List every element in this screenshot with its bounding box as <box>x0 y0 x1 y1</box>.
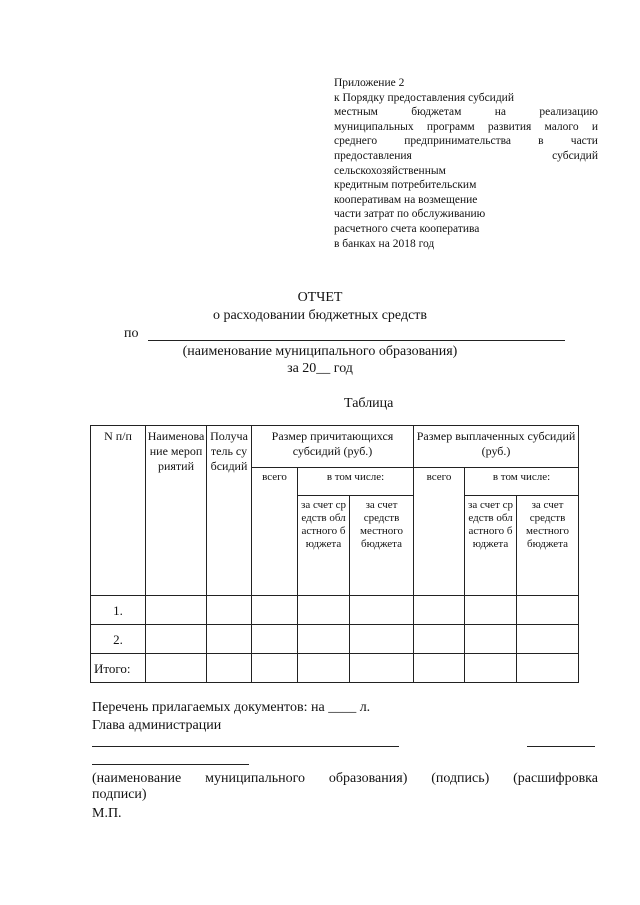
table-cell <box>207 625 252 654</box>
table-cell <box>350 596 414 625</box>
seal-place: М.П. <box>92 806 122 821</box>
appendix-line: кредитным потребительским <box>334 179 477 192</box>
appendix-line: сельскохозяйственным <box>334 164 446 177</box>
table-cell <box>517 596 579 625</box>
appendix-line: расчетного счета кооператива <box>334 222 480 235</box>
table-cell <box>517 625 579 654</box>
table-cell <box>350 654 414 683</box>
col-header-due-local: за счет средств местного бюджета <box>350 496 414 596</box>
table-cell <box>414 596 465 625</box>
table-row-total <box>91 654 579 683</box>
table-cell <box>207 596 252 625</box>
table-cell <box>298 596 350 625</box>
col-group-paid: Размер выплаченных субсидий (руб.) <box>414 426 579 468</box>
table-row <box>91 596 579 625</box>
report-table <box>90 425 579 683</box>
appendix-line: кооперативам на возмещение <box>334 193 478 206</box>
table-cell <box>465 654 517 683</box>
table-cell <box>298 654 350 683</box>
caption-word: (расшифровка <box>513 771 598 786</box>
appendix-block <box>334 76 598 251</box>
appendix-line-justified: муниципальных программ развития малого и <box>334 120 598 133</box>
report-subtitle: о расходовании бюджетных средств <box>212 308 428 323</box>
table-cell <box>298 625 350 654</box>
appendix-line-justified: предоставления субсидий <box>334 149 598 162</box>
signature-line <box>92 764 249 765</box>
appendix-line: в банках на 2018 год <box>334 237 435 250</box>
col-header-due-regional: за счет средств областного бюджета <box>298 496 350 596</box>
col-header-paid-total: всего <box>414 468 465 596</box>
total-label: Итого: <box>91 654 146 683</box>
col-header-due-total: всего <box>252 468 298 596</box>
col-header-paid-local: за счет средств местного бюджета <box>517 496 579 596</box>
municipality-fill-line <box>148 340 565 341</box>
appendix-line-justified: среднего предпринимательства в части <box>334 135 598 148</box>
caption-word: (наименование <box>92 771 182 786</box>
table-cell <box>146 625 207 654</box>
appendix-line-justified: местным бюджетам на реализацию <box>334 106 598 119</box>
row-number: 1. <box>91 596 146 625</box>
col-header-np: N п/п <box>91 426 146 596</box>
table-cell <box>252 625 298 654</box>
col-header-due-including: в том числе: <box>298 468 414 496</box>
decryption-line <box>527 746 595 747</box>
table-cell <box>146 596 207 625</box>
table-cell <box>517 654 579 683</box>
caption-word: образования) <box>328 771 408 786</box>
table-cell <box>146 654 207 683</box>
table-cell <box>252 596 298 625</box>
appendix-line: части затрат по обслуживанию <box>334 208 486 221</box>
table-row <box>91 625 579 654</box>
report-year: за 20__ год <box>287 361 353 376</box>
table-cell <box>414 654 465 683</box>
table-cell <box>207 654 252 683</box>
table-cell <box>252 654 298 683</box>
municipality-signature-line <box>92 746 399 747</box>
row-number: 2. <box>91 625 146 654</box>
col-header-recipient: Получатель субсидий <box>207 426 252 596</box>
caption-word: (подпись) <box>431 771 490 786</box>
col-header-paid-including: в том числе: <box>465 468 579 496</box>
po-label: по <box>124 326 139 341</box>
table-cell <box>414 625 465 654</box>
head-of-administration: Глава администрации <box>92 718 222 733</box>
table-cell <box>465 625 517 654</box>
table-cell <box>465 596 517 625</box>
signature-captions <box>92 771 598 803</box>
col-header-paid-regional: за счет средств областного бюджета <box>465 496 517 596</box>
table-cell <box>350 625 414 654</box>
caption-word: муниципального <box>205 771 306 786</box>
col-header-event: Наименование мероприятий <box>146 426 207 596</box>
col-group-due: Размер причитающихся субсидий (руб.) <box>252 426 414 468</box>
attached-docs-line: Перечень прилагаемых документов: на ____ л. <box>92 700 371 715</box>
report-title: ОТЧЕТ <box>297 290 343 305</box>
caption-line2: подписи) <box>92 787 147 802</box>
appendix-title: Приложение 2 <box>334 77 405 89</box>
appendix-line: к Порядку предоставления субсидий <box>334 91 514 104</box>
po-caption: (наименование муниципального образования) <box>182 344 458 359</box>
table-label: Таблица <box>344 396 394 411</box>
